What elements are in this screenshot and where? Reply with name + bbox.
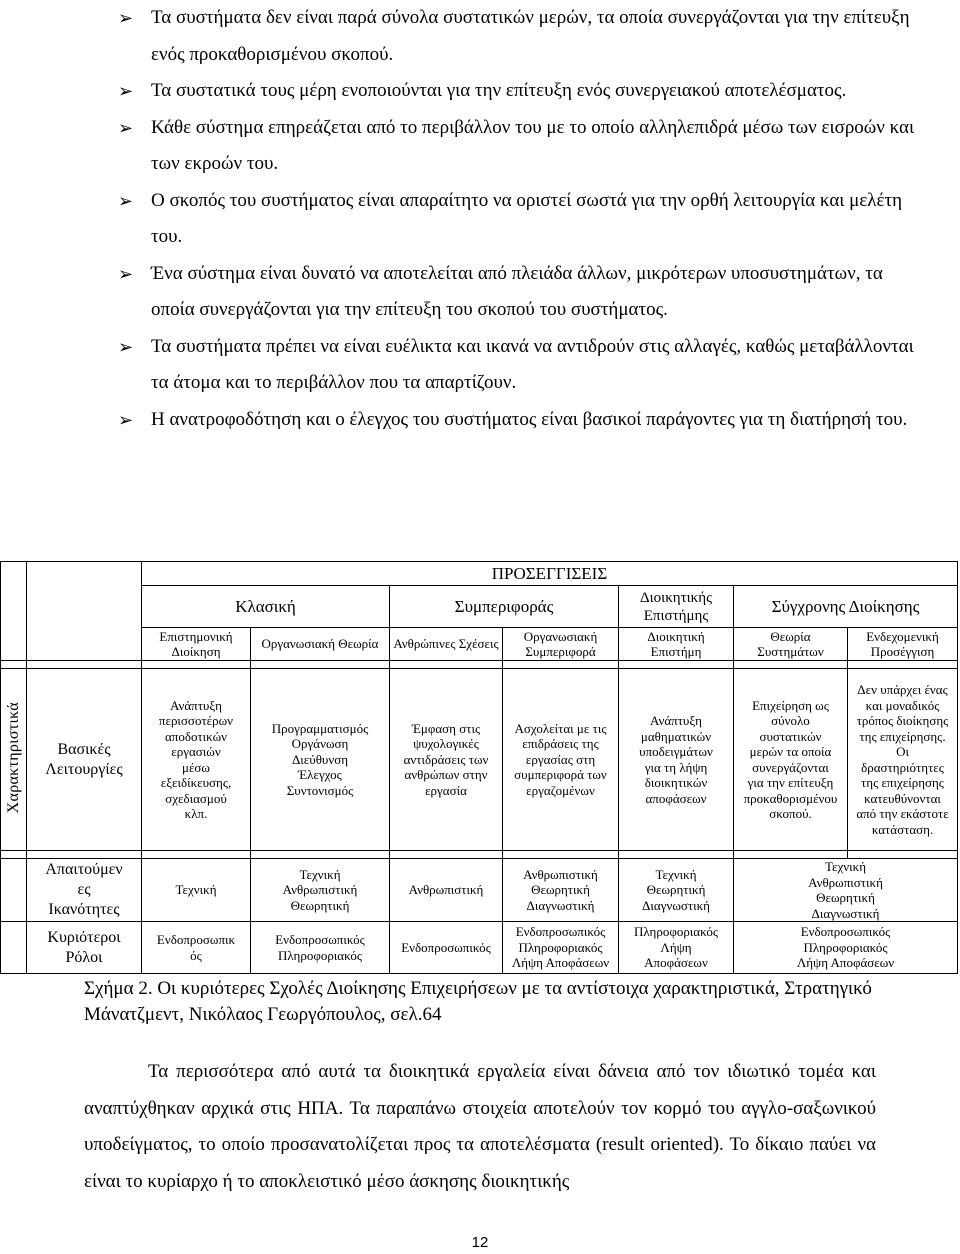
arrow-bullet-icon: ➢ (118, 81, 134, 101)
bullet-list (118, 0, 918, 438)
spacer-cell (619, 851, 734, 859)
bullet-text: Τα συστατικά τους μέρη ενοποιούνται για την επίτευξη ενός συνεργειακού αποτελέσματος. (151, 80, 847, 101)
side-cell (1, 859, 27, 922)
arrow-bullet-icon: ➢ (118, 409, 134, 430)
spacer-cell (27, 851, 142, 859)
arrow-bullet-icon: ➢ (118, 117, 134, 138)
bullet-item (118, 329, 918, 402)
table-cell: Δεν υπάρχει ένας και μοναδικός τρόπος διοίκησης της επιχείρησης. Οι δραστηριότητες της επιχείρησης κατευθύνονται από την εκάστοτε κατάσταση. (848, 669, 958, 851)
spacer-cell (142, 661, 251, 669)
table-cell: Ανάπτυξη μαθηματικών υποδειγμάτων για τη λήψη διοικητικών αποφάσεων (619, 669, 734, 851)
table-title: ΠΡΟΣΕΓΓΙΣΕΙΣ (142, 562, 958, 586)
subheader-cell: Θεωρία Συστημάτων (734, 628, 848, 661)
table-cell: Ενδοπροσωπικ ός (142, 922, 251, 974)
table-cell: Ενδοπροσωπικός Πληροφοριακός Λήψη Αποφάσεων (734, 922, 958, 974)
group-header-classic: Κλασική (142, 586, 390, 628)
subheader-cell: Οργανωσιακή Θεωρία (251, 628, 390, 661)
arrow-bullet-icon: ➢ (118, 190, 134, 211)
spacer-cell (734, 851, 848, 859)
subheader-cell: Επιστημονική Διοίκηση (142, 628, 251, 661)
spacer-cell (1, 661, 27, 669)
arrow-bullet-icon: ➢ (118, 263, 134, 284)
table-cell: Πληροφοριακός Λήψη Αποφάσεων (619, 922, 734, 974)
row-label-basic-functions: Βασικές Λειτουργίες (27, 669, 142, 851)
bullet-text: Ο σκοπός του συστήματος είναι απαραίτητο να οριστεί σωστά για την ορθή λειτουργία και μελέτη του. (151, 189, 903, 247)
table-cell: Ανθρωπιστική (390, 859, 503, 922)
subheader-cell: Ενδεχομενική Προσέγγιση (848, 628, 958, 661)
group-header-behavioral: Συμπεριφοράς (390, 586, 619, 628)
table-cell: Τεχνική (142, 859, 251, 922)
spacer-cell (734, 661, 848, 669)
row-label-required-skills: Απαιτούμεν ες Ικανότητες (27, 859, 142, 922)
bullet-text: Τα συστήματα πρέπει να είναι ευέλικτα και ικανά να αντιδρούν στις αλλαγές, καθώς μεταβάλλονται τα άτομα και το περιβάλλον που τα απαρτίζουν. (151, 335, 914, 393)
group-header-modern: Σύγχρονης Διοίκησης (734, 586, 958, 628)
page-number: 12 (471, 1234, 489, 1251)
table-cell: Επιχείρηση ως σύνολο συστατικών μερών τα οποία συνεργάζονται για την επίτευξη προκαθορισμένου σκοπού. (734, 669, 848, 851)
spacer-cell (848, 661, 958, 669)
table-cell: Προγραμματισμός Οργάνωση Διεύθυνση Έλεγχος Συντονισμός (251, 669, 390, 851)
figure-caption: Σχήμα 2. Οι κυριότερες Σχολές Διοίκησης Επιχειρήσεων με τα αντίστοιχα χαρακτηριστικά, Στρατηγικό Μάνατζμεντ, Νικόλαος Γεωργόπουλος, σελ.64 (84, 978, 872, 1025)
management-schools-table (0, 561, 958, 974)
spacer-cell (27, 661, 142, 669)
spacer-cell (390, 851, 503, 859)
table-cell: Ενδοπροσωπικός (390, 922, 503, 974)
group-header-management-science: Διοικητικής Επιστήμης (619, 586, 734, 628)
table-cell: Ενδοπροσωπικός Πληροφοριακός Λήψη Αποφάσεων (503, 922, 619, 974)
spacer-cell (251, 851, 390, 859)
side-label-text: Χαρακτηριστικά (4, 702, 22, 814)
table-cell: Τεχνική Ανθρωπιστική Θεωρητική (251, 859, 390, 922)
row-label-main-roles: Κυριότεροι Ρόλοι (27, 922, 142, 974)
table-cell: Έμφαση στις ψυχολογικές αντιδράσεις των ανθρώπων στην εργασία (390, 669, 503, 851)
subheader-cell: Ανθρώπινες Σχέσεις (390, 628, 503, 661)
paragraph-text: Τα περισσότερα από αυτά τα διοικητικά εργαλεία είναι δάνεια από τον ιδιωτικό τομέα και αναπτύχθηκαν αρχικά στις ΗΠΑ. Τα παραπάνω στοιχεία αποτελούν τον κορμό του αγγλο-σαξωνικού υποδείγματος, το οποίο προσανατολίζεται προς τα αποτελέσματα (result oriented). Το δίκαιο παύει να είναι το κυρίαρχο ή το αποκλειστικό μέσο άσκησης διοικητικής (84, 1061, 876, 1192)
bullet-item (118, 110, 918, 183)
corner-cell (1, 562, 27, 661)
table-cell: Ανθρωπιστική Θεωρητική Διαγνωστική (503, 859, 619, 922)
spacer-cell (503, 661, 619, 669)
table-cell: Ανάπτυξη περισσοτέρων αποδοτικών εργασιών μέσω εξειδίκευσης, σχεδιασμού κλπ. (142, 669, 251, 851)
bullet-text: Ένα σύστημα είναι δυνατό να αποτελείται από πλειάδα άλλων, μικρότερων υποσυστημάτων, τα οποία συνεργάζονται για την επίτευξη του σκοπού του συστήματος. (151, 262, 883, 320)
arrow-bullet-icon: ➢ (118, 8, 134, 28)
bullet-item (118, 73, 918, 110)
spacer-cell (1, 851, 27, 859)
bullet-item (118, 0, 918, 73)
spacer-cell (251, 661, 390, 669)
bullet-text: Κάθε σύστημα επηρεάζεται από το περιβάλλον του με το οποίο αλληλεπιδρά μέσω των εισροών και των εκροών του. (151, 116, 915, 174)
table-cell: Τεχνική Ανθρωπιστική Θεωρητική Διαγνωστική (734, 859, 958, 922)
table-cell: Ενδοπροσωπικός Πληροφοριακός (251, 922, 390, 974)
body-paragraph (84, 1054, 876, 1200)
characteristics-side-label (1, 669, 27, 851)
corner-cell (27, 562, 142, 661)
spacer-cell (142, 851, 251, 859)
table-cell: Τεχνική Θεωρητική Διαγνωστική (619, 859, 734, 922)
subheader-cell: Οργανωσιακή Συμπεριφορά (503, 628, 619, 661)
bullet-item (118, 183, 918, 256)
bullet-item (118, 402, 918, 439)
subheader-cell: Διοικητική Επιστήμη (619, 628, 734, 661)
spacer-cell (503, 851, 619, 859)
side-cell (1, 922, 27, 974)
bullet-item (118, 256, 918, 329)
table-cell: Ασχολείται με τις επιδράσεις της εργασίας στη συμπεριφορά των εργαζομένων (503, 669, 619, 851)
spacer-cell (848, 851, 958, 859)
spacer-cell (619, 661, 734, 669)
spacer-cell (390, 661, 503, 669)
management-schools-table-wrapper (0, 561, 958, 974)
bullet-text: Τα συστήματα δεν είναι παρά σύνολα συστατικών μερών, τα οποία συνεργάζονται για την επίτευξη ενός προκαθορισμένου σκοπού. (151, 7, 910, 65)
arrow-bullet-icon: ➢ (118, 336, 134, 357)
bullet-text: Η ανατροφοδότηση και ο έλεγχος του συστήματος είναι βασικοί παράγοντες για τη διατήρησή του. (151, 408, 908, 430)
